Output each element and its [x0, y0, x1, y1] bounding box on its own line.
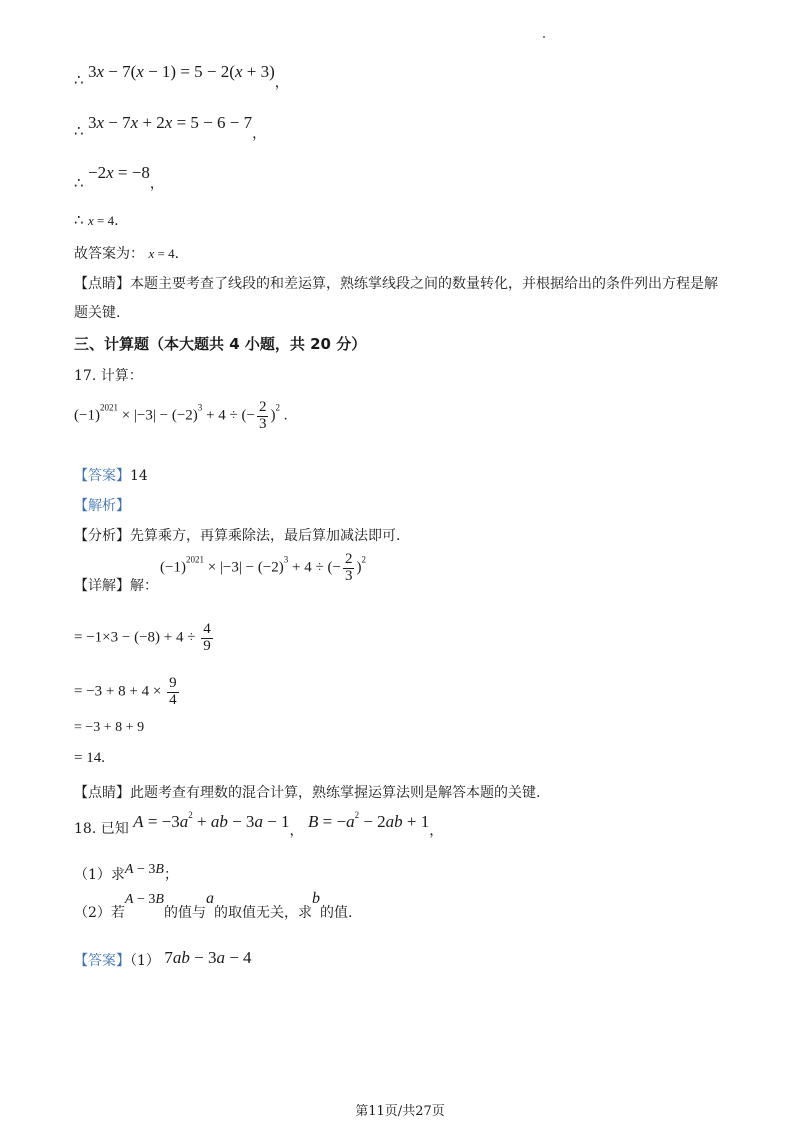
- period: .: [101, 750, 105, 766]
- question-17-label: 17. 计算：: [74, 368, 143, 384]
- part-2-suffix: 的值.: [319, 905, 353, 921]
- part-2: [74, 888, 353, 921]
- part-1-prefix: （1）求: [74, 867, 125, 883]
- period: .: [114, 213, 119, 229]
- answer-expression: x = 4: [148, 246, 175, 261]
- comma: ，: [149, 176, 164, 192]
- comma: ，: [252, 126, 267, 142]
- dianjing-tag: 【点睛】: [74, 785, 130, 801]
- dianjing-continuation: 题关键.: [74, 305, 121, 321]
- detail-expression: $(-1)^{2021} \times |-3| - (-2)^3 + 4$ ÷ (− $\frac{2}{3}$ )$^2$: [160, 551, 366, 584]
- dianjing-text: 此题考查有理数的混合计算，熟练掌握运算法则是解答本题的关键.: [130, 785, 541, 801]
- part-1: [74, 858, 178, 883]
- dianjing-17: [74, 782, 540, 802]
- analysis-tag: 【解析】: [74, 498, 130, 514]
- therefore-symbol: ∴: [74, 174, 84, 192]
- step-1: = −1×3 − (−8) + 4 ÷ $\frac{4}{9}$: [74, 621, 211, 654]
- expression-B: $B = -a^2 - 2ab + 1$: [307, 810, 430, 831]
- dianjing-tag: 【点睛】: [74, 276, 130, 292]
- question-18-label: 18. 已知: [74, 821, 129, 837]
- dianjing-paragraph: [74, 273, 718, 293]
- variable-b: b: [311, 890, 320, 907]
- part-1-expression: A − 3B: [124, 862, 164, 877]
- detail-prefix: 解：: [130, 578, 158, 594]
- answer-part: （1）: [130, 953, 160, 969]
- answer-line-18: [74, 948, 252, 968]
- answer-line-17: [74, 465, 148, 485]
- comma: ，: [429, 823, 444, 839]
- step-line-1: [74, 62, 289, 91]
- answer-value: 14: [130, 468, 148, 484]
- step-4: = 14.: [74, 750, 105, 766]
- answer-tag: 【答案】: [74, 953, 130, 969]
- fenxi-line: [74, 525, 400, 545]
- part-2-mid: 的值与: [163, 905, 206, 921]
- step-3: = −3 + 8 + 9: [74, 720, 145, 735]
- step-line-2: [74, 113, 267, 142]
- step-line-4: [74, 211, 119, 229]
- step-line-3: [74, 163, 164, 192]
- fenxi-text: 先算乘方，再算乘除法，最后算加减法即可.: [130, 528, 401, 544]
- part-2-mid2: 的取值无关，求: [213, 905, 312, 921]
- comma: ，: [289, 823, 304, 839]
- part-2-expression: A − 3B: [124, 892, 164, 907]
- dianjing-text: 本题主要考查了线段的和差运算，熟练掌线段之间的数量转化，并根据给出的条件列出方程是解: [130, 276, 718, 292]
- expression-A: $A = -3a^2$ + ab − 3a − 1: [133, 810, 290, 831]
- therefore-symbol: ∴: [74, 211, 84, 229]
- question-18: [74, 810, 444, 839]
- detail-tag: 【详解】: [74, 578, 130, 594]
- answer-expression: 7ab − 3a − 4: [164, 948, 252, 967]
- equation: −2x = −8: [88, 163, 150, 182]
- page-footer: 第11页/共27页: [355, 1104, 445, 1119]
- part-1-suffix: ；: [163, 867, 178, 883]
- fenxi-tag: 【分析】: [74, 528, 130, 544]
- answer-tag: 【答案】: [74, 468, 130, 484]
- therefore-symbol: ∴: [74, 71, 84, 89]
- equation: 3x − 7(x − 1) = 5 − 2(x + 3): [88, 62, 275, 81]
- step-2: = −3 + 8 + 4 × $\frac{9}{4}$: [74, 675, 177, 708]
- question-17-expression: $(-1)^{2021} \times |-3| - (-2)^3 + 4$ ÷ (− $\frac{2}{3}$ )$^2$ .: [74, 399, 288, 432]
- section-title: 三、计算题（本大题共 4 小题，共 20 分）: [74, 335, 367, 353]
- scan-dot: [543, 36, 545, 38]
- comma: ，: [274, 75, 289, 91]
- therefore-symbol: ∴: [74, 122, 84, 140]
- equation: x = 4: [88, 213, 115, 228]
- answer-line: [74, 243, 179, 263]
- period: .: [174, 246, 180, 262]
- detail-line: [74, 575, 158, 595]
- equation: 3x − 7x + 2x = 5 − 6 − 7: [88, 113, 253, 132]
- answer-prefix: 故答案为：: [74, 246, 144, 262]
- part-2-prefix: （2）若: [74, 905, 125, 921]
- variable-a: a: [205, 890, 214, 907]
